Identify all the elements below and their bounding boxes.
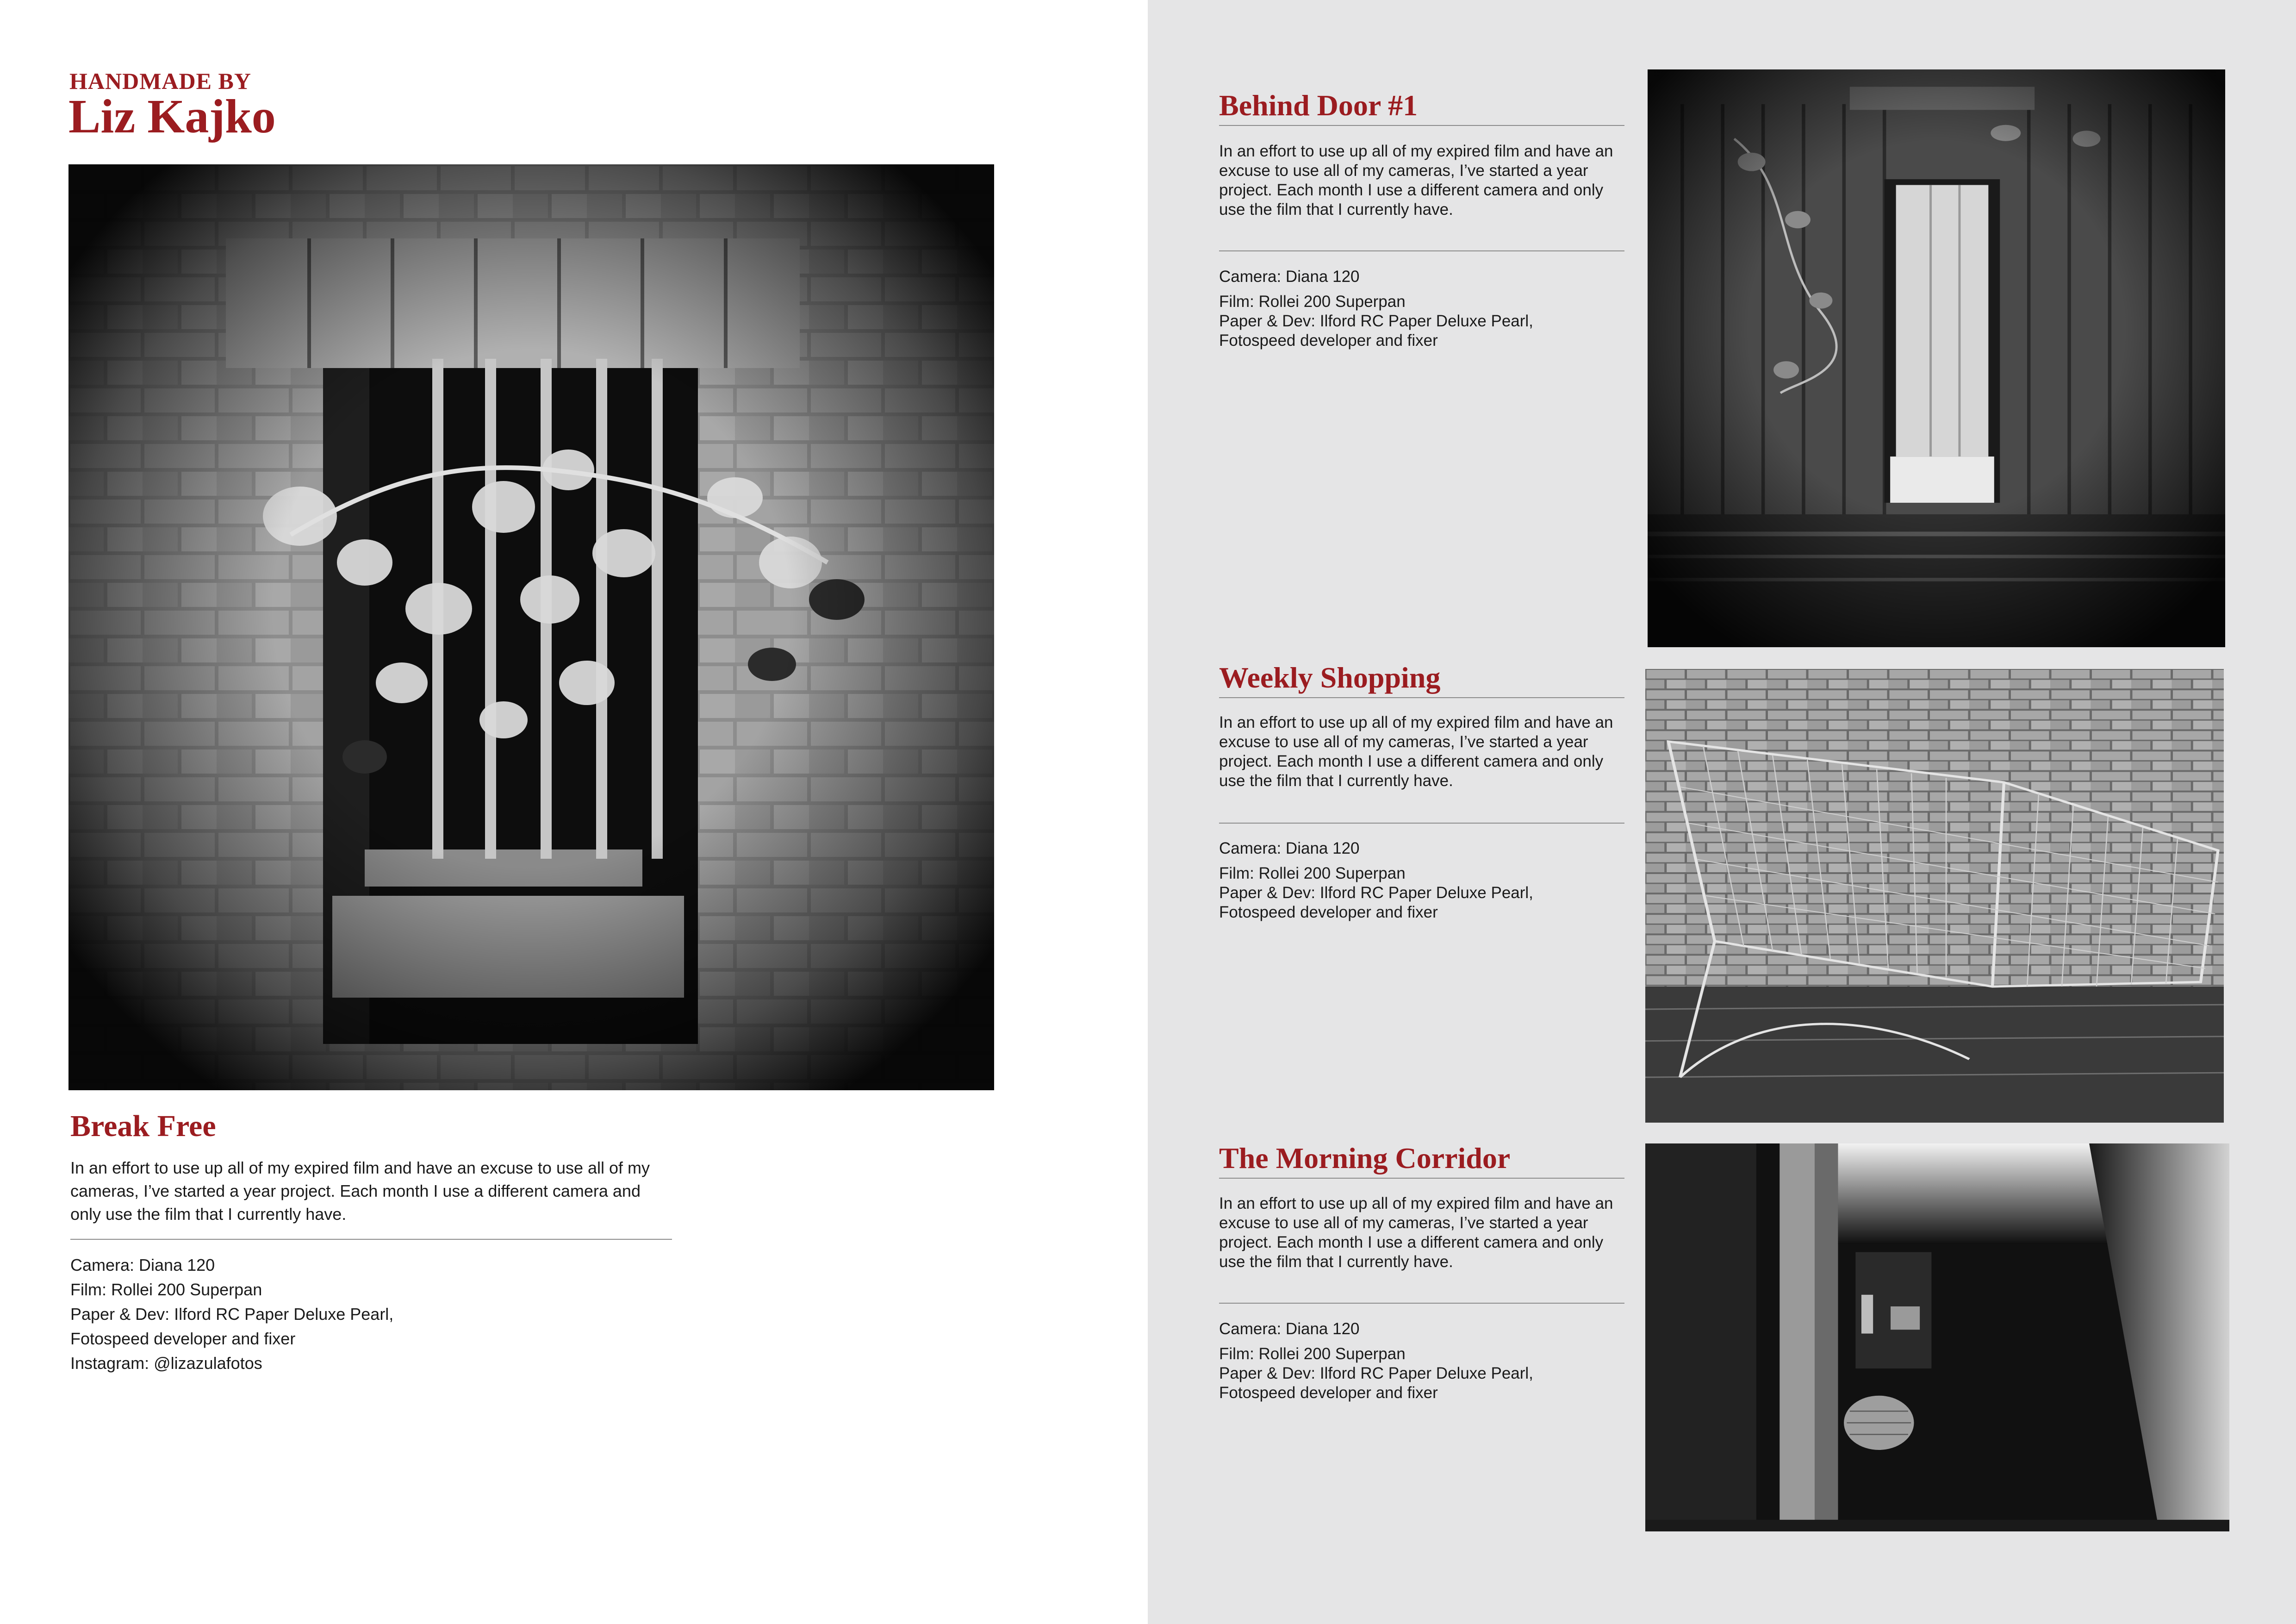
spec-camera: Camera: Diana 120 bbox=[1219, 839, 1360, 857]
entry-2-title: Weekly Shopping bbox=[1219, 663, 1624, 698]
spec-camera: Camera: Diana 120 bbox=[70, 1255, 215, 1274]
entry-3-specs bbox=[1219, 1319, 1626, 1403]
spec-film: Film: Rollei 200 Superpan bbox=[1219, 864, 1406, 882]
entry-2-photo-shopping-cart bbox=[1645, 669, 2224, 1123]
spec-camera: Camera: Diana 120 bbox=[1219, 1320, 1360, 1338]
spec-camera: Camera: Diana 120 bbox=[1219, 268, 1360, 286]
spec-film: Film: Rollei 200 Superpan bbox=[70, 1280, 262, 1299]
entry-2-description: In an effort to use up all of my expired film and have an excuse to use all of my cameras, I’ve started a year project. Each month I use a different camera and only use the film that I currently have. bbox=[1219, 713, 1613, 790]
spec-paper-dev: Paper & Dev: Ilford RC Paper Deluxe Pearl, bbox=[1219, 1364, 1533, 1382]
spec-developer: Fotospeed developer and fixer bbox=[1219, 331, 1438, 350]
entry-1-divider bbox=[1219, 250, 1624, 251]
main-photo-description: In an effort to use up all of my expired film and have an excuse to use all of my cameras, I’ve started a year project. Each month I use a different camera and only use the film that I currently have. bbox=[70, 1158, 650, 1224]
entry-2-specs bbox=[1219, 839, 1626, 922]
entry-1-photo-door bbox=[1648, 69, 2225, 647]
spec-paper-dev: Paper & Dev: Ilford RC Paper Deluxe Pearl, bbox=[70, 1305, 394, 1324]
entry-1-specs bbox=[1219, 267, 1626, 350]
spec-paper-dev: Paper & Dev: Ilford RC Paper Deluxe Pearl, bbox=[1219, 884, 1533, 902]
entry-3-title: The Morning Corridor bbox=[1219, 1143, 1624, 1179]
main-caption-divider bbox=[70, 1239, 672, 1240]
spec-developer: Fotospeed developer and fixer bbox=[1219, 1384, 1438, 1402]
spec-film: Film: Rollei 200 Superpan bbox=[1219, 293, 1406, 311]
spec-film: Film: Rollei 200 Superpan bbox=[1219, 1345, 1406, 1363]
entry-3-divider bbox=[1219, 1303, 1624, 1304]
spec-developer: Fotospeed developer and fixer bbox=[1219, 903, 1438, 921]
entry-3-photo-corridor bbox=[1645, 1143, 2229, 1531]
spec-paper-dev: Paper & Dev: Ilford RC Paper Deluxe Pearl, bbox=[1219, 312, 1533, 330]
handmade-by-kicker: HANDMADE BY bbox=[69, 68, 251, 94]
author-name: Liz Kajko bbox=[68, 90, 276, 143]
spec-developer: Fotospeed developer and fixer bbox=[70, 1329, 296, 1348]
entry-1-title: Behind Door #1 bbox=[1219, 91, 1624, 126]
entry-2-divider bbox=[1219, 823, 1624, 824]
main-photo-title: Break Free bbox=[70, 1109, 216, 1143]
entry-3-description: In an effort to use up all of my expired film and have an excuse to use all of my cameras, I’ve started a year project. Each month I use a different camera and only use the film that I currently have. bbox=[1219, 1194, 1613, 1271]
entry-1-description: In an effort to use up all of my expired film and have an excuse to use all of my cameras, I’ve started a year project. Each month I use a different camera and only use the film that I currently have. bbox=[1219, 142, 1613, 219]
main-photo-barred-window bbox=[68, 164, 994, 1090]
main-photo-specs bbox=[70, 1253, 672, 1375]
spec-instagram: Instagram: @lizazulafotos bbox=[70, 1354, 262, 1373]
